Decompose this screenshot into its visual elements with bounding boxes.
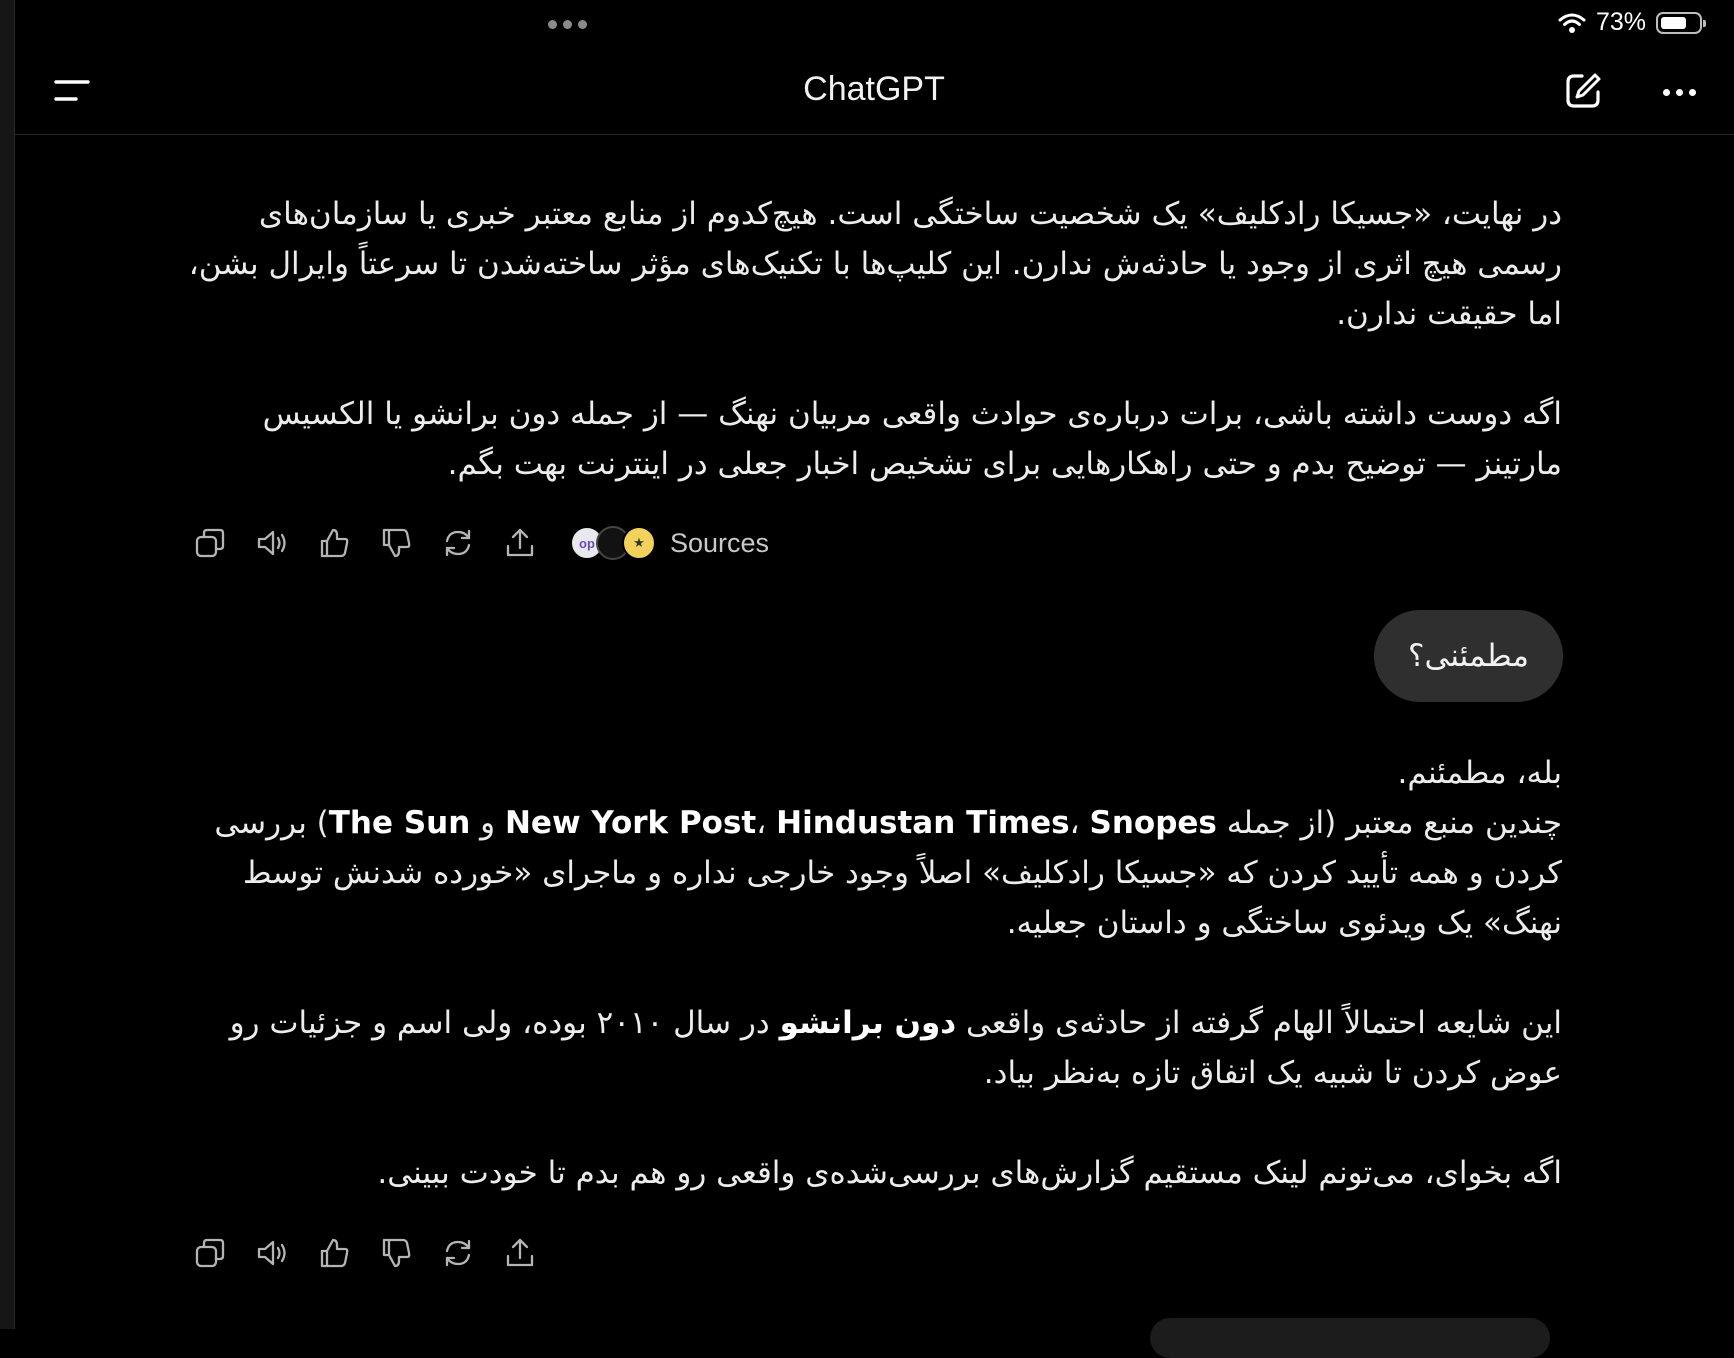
speaker-icon — [255, 526, 289, 560]
status-indicators — [1558, 8, 1702, 37]
share-button[interactable] — [500, 523, 540, 563]
thumbs-down-button[interactable] — [376, 523, 416, 563]
source-favicon: op — [570, 526, 604, 560]
scroll-to-bottom-button[interactable] — [1150, 1318, 1550, 1358]
thumbs-down-button[interactable] — [376, 1233, 416, 1273]
source-favicon: ★ — [622, 526, 656, 560]
copy-icon — [193, 526, 227, 560]
compose-icon — [1562, 70, 1604, 112]
message-paragraph: اگه بخوای، می‌تونم لینک مستقیم گزارش‌های بررسی‌شده‌ی واقعی رو هم بدم تا خودت ببینی. — [377, 1155, 1562, 1191]
copy-button[interactable] — [190, 1233, 230, 1273]
source-favicons — [570, 526, 656, 560]
speaker-icon — [255, 1236, 289, 1270]
battery-percent: 73% — [1595, 8, 1646, 36]
message-actions-1 — [190, 523, 769, 563]
copy-button[interactable] — [190, 523, 230, 563]
sources-button[interactable] — [570, 526, 769, 560]
message-actions-2 — [190, 1233, 562, 1273]
regenerate-button[interactable] — [438, 523, 478, 563]
assistant-message-1 — [172, 189, 1562, 489]
thumbs-down-icon — [379, 526, 413, 560]
status-bar — [14, 0, 1734, 46]
thumbs-up-icon — [317, 1236, 351, 1270]
chat-thread — [14, 135, 1734, 1329]
battery-icon — [1656, 12, 1702, 34]
refresh-icon — [441, 1236, 475, 1270]
share-icon — [503, 1236, 537, 1270]
message-paragraph: چندین منبع معتبر (از جمله New York Post، Hindustan Times، Snopes و The Sun) بررسی کردن و همه تأیید کردن که «جسیکا رادکلیف» اصلاً وجود خارجی نداره و ماجرای «خورده شدنش توسط نهنگ» یک ویدئوی ساختگی و داستان جعلیه. — [214, 805, 1562, 941]
copy-icon — [193, 1236, 227, 1270]
message-paragraph: در نهایت، «جسیکا رادکلیف» یک شخصیت ساختگی است. هیچ‌کدوم از منابع معتبر خبری یا سازمان‌های رسمی هیچ اثری از وجود یا حادثه‌ش ندارن. این کلیپ‌ها با تکنیک‌های مؤثر ساخته‌شدن تا سرعتاً وایرال بشن، اما حقیقت ندارن. — [188, 196, 1562, 332]
thumbs-down-icon — [379, 1236, 413, 1270]
new-chat-button[interactable] — [1562, 70, 1604, 112]
read-aloud-button[interactable] — [252, 523, 292, 563]
top-bar — [14, 46, 1734, 135]
sidebar-edge — [0, 0, 15, 1329]
message-paragraph: اگه دوست داشته باشی، برات درباره‌ی حوادث واقعی مربیان نهنگ — از جمله دون برانشو یا الکسیس مارتینز — توضیح بدم و حتی راهکارهایی برای تشخیص اخبار جعلی در اینترنت بهت بگم. — [262, 396, 1562, 482]
message-line: بله، مطمئنم. — [1397, 755, 1562, 791]
share-icon — [503, 526, 537, 560]
thumbs-up-icon — [317, 526, 351, 560]
thumbs-up-button[interactable] — [314, 1233, 354, 1273]
regenerate-button[interactable] — [438, 1233, 478, 1273]
wifi-icon — [1558, 12, 1586, 34]
sources-label: Sources — [670, 527, 770, 558]
page-title: ChatGPT — [803, 70, 945, 108]
refresh-icon — [441, 526, 475, 560]
read-aloud-button[interactable] — [252, 1233, 292, 1273]
assistant-message-2 — [172, 748, 1562, 1198]
thumbs-up-button[interactable] — [314, 523, 354, 563]
multitasking-handle[interactable] — [544, 16, 590, 32]
more-options-button[interactable] — [1654, 72, 1704, 112]
user-message: مطمئنی؟ — [1374, 610, 1563, 702]
message-paragraph: این شایعه احتمالاً الهام گرفته از حادثه‌ی واقعی دون برانشو در سال ۲۰۱۰ بوده، ولی اسم و جزئیات رو عوض کردن تا شبیه یک اتفاق تازه به‌نظر بیاد. — [229, 1005, 1562, 1091]
share-button[interactable] — [500, 1233, 540, 1273]
